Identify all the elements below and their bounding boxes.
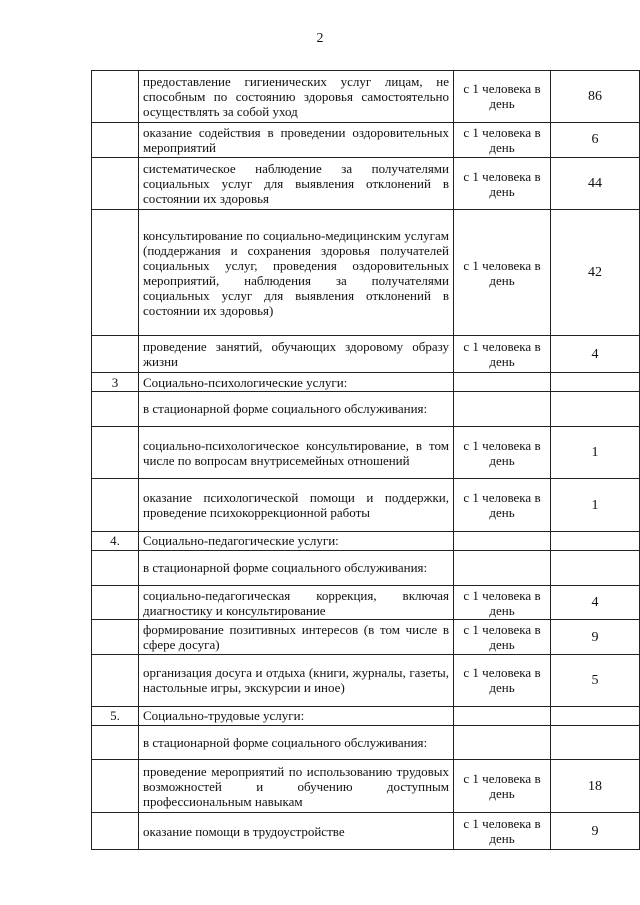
table-row [92, 71, 640, 123]
quantity-cell: 4 [551, 585, 640, 620]
service-description-cell: социально-педагогическая коррекция, включая диагностику и консультирование [139, 585, 454, 620]
service-description-cell: оказание психологической помощи и поддержки, проведение психокоррекционной работы [139, 479, 454, 532]
table-row [92, 122, 640, 158]
table-row [92, 706, 640, 725]
services-table [91, 70, 640, 850]
table-row [92, 550, 640, 585]
unit-cell: с 1 человека в день [454, 479, 551, 532]
unit-cell: с 1 человека в день [454, 585, 551, 620]
row-number-cell [92, 813, 139, 850]
quantity-cell: 5 [551, 655, 640, 707]
unit-cell: с 1 человека в день [454, 620, 551, 655]
row-number-cell [92, 479, 139, 532]
row-number-cell [92, 158, 139, 210]
unit-cell: с 1 человека в день [454, 426, 551, 479]
row-number-cell [92, 550, 139, 585]
quantity-cell [551, 392, 640, 427]
service-description-cell: оказание содействия в проведении оздоровительных мероприятий [139, 122, 454, 158]
row-number-cell [92, 209, 139, 335]
row-number-cell [92, 760, 139, 813]
service-description-cell: в стационарной форме социального обслуживания: [139, 392, 454, 427]
table-row [92, 479, 640, 532]
quantity-cell [551, 550, 640, 585]
unit-cell: с 1 человека в день [454, 122, 551, 158]
table-row [92, 426, 640, 479]
quantity-cell: 4 [551, 336, 640, 373]
service-description-cell: консультирование по социально-медицинским услугам (поддержания и сохранения здоровья получателей социальных услуг, проведения оздоровительных мероприятий, наблюдения за получателями социальных услуг для выявления отклонений в состоянии их здоровья) [139, 209, 454, 335]
unit-cell [454, 706, 551, 725]
row-number-cell [92, 655, 139, 707]
service-description-cell: Социально-психологические услуги: [139, 373, 454, 392]
table-row [92, 158, 640, 210]
quantity-cell: 86 [551, 71, 640, 123]
quantity-cell: 44 [551, 158, 640, 210]
unit-cell: с 1 человека в день [454, 209, 551, 335]
service-description-cell: социально-психологическое консультирование, в том числе по вопросам внутрисемейных отношений [139, 426, 454, 479]
quantity-cell [551, 373, 640, 392]
services-table-body [92, 71, 640, 850]
unit-cell [454, 532, 551, 551]
quantity-cell: 9 [551, 813, 640, 850]
table-row [92, 532, 640, 551]
quantity-cell: 42 [551, 209, 640, 335]
quantity-cell: 1 [551, 426, 640, 479]
table-row [92, 760, 640, 813]
unit-cell [454, 550, 551, 585]
service-description-cell: организация досуга и отдыха (книги, журналы, газеты, настольные игры, экскурсии и иное) [139, 655, 454, 707]
row-number-cell [92, 336, 139, 373]
row-number-cell [92, 71, 139, 123]
service-description-cell: оказание помощи в трудоустройстве [139, 813, 454, 850]
table-row [92, 336, 640, 373]
row-number-cell [92, 585, 139, 620]
row-number-cell: 5. [92, 706, 139, 725]
row-number-cell [92, 620, 139, 655]
row-number-cell [92, 122, 139, 158]
quantity-cell: 18 [551, 760, 640, 813]
service-description-cell: систематическое наблюдение за получателями социальных услуг для выявления отклонений в состоянии их здоровья [139, 158, 454, 210]
unit-cell [454, 373, 551, 392]
row-number-cell: 4. [92, 532, 139, 551]
table-row [92, 813, 640, 850]
quantity-cell [551, 725, 640, 760]
page-number: 2 [316, 31, 324, 46]
table-row [92, 392, 640, 427]
service-description-cell: в стационарной форме социального обслуживания: [139, 725, 454, 760]
unit-cell: с 1 человека в день [454, 71, 551, 123]
quantity-cell: 1 [551, 479, 640, 532]
table-row [92, 620, 640, 655]
service-description-cell: Социально-педагогические услуги: [139, 532, 454, 551]
service-description-cell: формирование позитивных интересов (в том числе в сфере досуга) [139, 620, 454, 655]
service-description-cell: предоставление гигиенических услуг лицам, не способным по состоянию здоровья самостоятельно осуществлять за собой уход [139, 71, 454, 123]
unit-cell [454, 392, 551, 427]
quantity-cell [551, 706, 640, 725]
service-description-cell: проведение мероприятий по использованию трудовых возможностей и обучению доступным профессиональным навыкам [139, 760, 454, 813]
row-number-cell [92, 725, 139, 760]
table-row [92, 373, 640, 392]
service-description-cell: Социально-трудовые услуги: [139, 706, 454, 725]
table-row [92, 725, 640, 760]
table-row [92, 585, 640, 620]
table-row [92, 209, 640, 335]
unit-cell: с 1 человека в день [454, 158, 551, 210]
service-description-cell: в стационарной форме социального обслуживания: [139, 550, 454, 585]
unit-cell: с 1 человека в день [454, 655, 551, 707]
unit-cell: с 1 человека в день [454, 813, 551, 850]
service-description-cell: проведение занятий, обучающих здоровому образу жизни [139, 336, 454, 373]
row-number-cell [92, 392, 139, 427]
table-row [92, 655, 640, 707]
unit-cell: с 1 человека в день [454, 336, 551, 373]
row-number-cell: 3 [92, 373, 139, 392]
quantity-cell: 9 [551, 620, 640, 655]
quantity-cell: 6 [551, 122, 640, 158]
quantity-cell [551, 532, 640, 551]
unit-cell: с 1 человека в день [454, 760, 551, 813]
row-number-cell [92, 426, 139, 479]
unit-cell [454, 725, 551, 760]
